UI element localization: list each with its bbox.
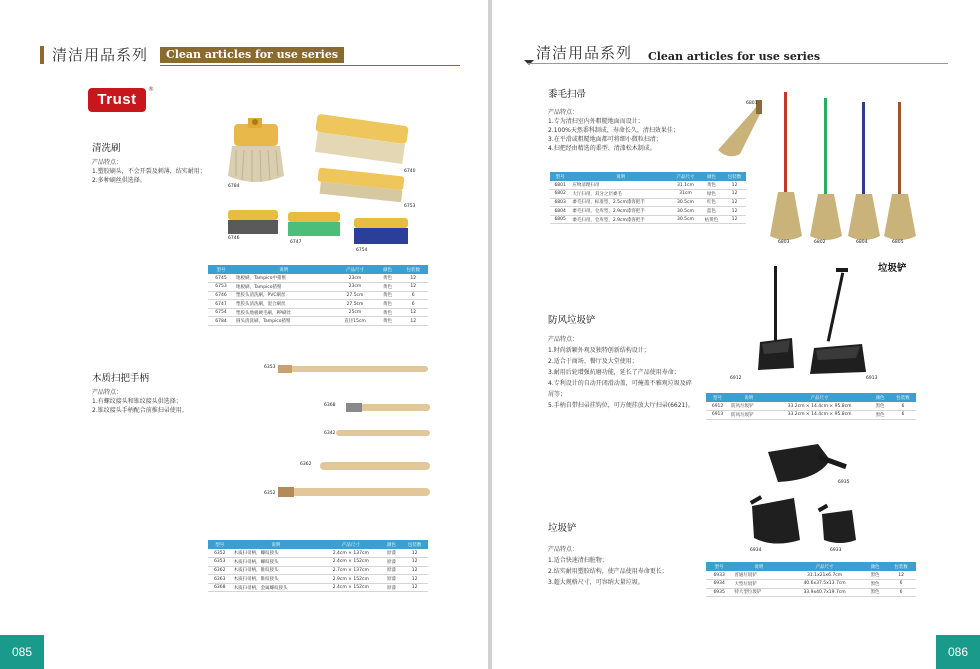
code-label: 6803 [778, 240, 790, 245]
table-cell: 40.6x37.5x13.7cm [785, 580, 864, 589]
column-header: 颜色 [870, 393, 889, 402]
broom-feature-3: 3.在平滑或粗糙地面都可将细小微粒扫清； [548, 136, 662, 143]
table-header-row [706, 393, 916, 402]
table-cell: 黄色 [377, 274, 399, 283]
table-cell: 6754 [208, 308, 234, 317]
lobby-pan-6913-image [810, 268, 866, 374]
table-cell: 6784 [208, 317, 234, 326]
dust-pan-photos [748, 440, 888, 560]
broom-6804-image [848, 102, 880, 240]
lobby-pan-photos [752, 262, 892, 382]
table-cell: 黄色 [377, 291, 399, 300]
table-cell: 地板刷，Tampico中猪鬃 [234, 274, 333, 283]
lobby-pan-feature-4b: 屑等； [548, 391, 567, 398]
round-brush-image [228, 118, 284, 182]
brush-features-label: 产品特点： [92, 159, 123, 166]
table-cell: 6 [886, 580, 916, 589]
header-rule [160, 65, 460, 66]
code-label: 6740 [404, 169, 416, 174]
table-cell: 33.2cm × 14.4cm × 95.8cm [769, 411, 871, 420]
header-rule [528, 63, 948, 64]
column-header: 产品尺寸 [671, 172, 700, 181]
table-cell: 6352 [208, 549, 232, 558]
brush-product-photos [220, 110, 430, 260]
scrub-brush-6754-image [354, 218, 408, 244]
table-cell: 黄色 [377, 300, 399, 309]
header-title-en: Clean articles for use series [648, 50, 821, 63]
column-header: 产品尺寸 [320, 540, 381, 549]
lobby-pan-feature-4: 4.专利设计的自动开闭滑动盖，可掩盖不雅观垃圾及碎 [548, 380, 692, 387]
column-header: 包装数 [890, 393, 916, 402]
table-cell: 防风垃圾铲 [729, 402, 769, 411]
code-label: 6753 [404, 204, 416, 209]
code-label: 6804 [856, 240, 868, 245]
table-header-row [550, 172, 746, 181]
trust-logo: Trust [88, 88, 146, 112]
table-cell: 6935 [706, 588, 732, 597]
table-cell: 直径15cm [333, 317, 376, 326]
column-header: 包装数 [886, 562, 916, 571]
table-cell: 6801 [550, 181, 570, 190]
code-label: 6368 [324, 403, 336, 408]
table-row [208, 291, 428, 300]
column-header: 说明 [732, 562, 785, 571]
lobby-pan-6912-image [758, 266, 794, 370]
lobby-pan-feature-3: 3.耐用后轮增强抗磨功能，延长了产品使用寿命； [548, 369, 680, 376]
table-cell: 6805 [550, 215, 570, 224]
broom-features-label: 产品特点： [548, 109, 579, 116]
dust-pan-6933-image [818, 504, 856, 543]
code-label: 6935 [838, 480, 850, 485]
code-label: 6805 [892, 240, 904, 245]
table-cell: 2.4cm × 137cm [320, 549, 381, 558]
table-row [706, 402, 916, 411]
table-cell: 12 [398, 317, 428, 326]
table-cell: 黄色 [377, 317, 399, 326]
table-cell: 6912 [706, 402, 729, 411]
dust-pan-feature-3: 3.超大规格尺寸，可容纳大量垃圾。 [548, 579, 644, 586]
header-title-en: Clean articles for use series [160, 47, 344, 63]
table-cell: 地板刷，Tampico猪鬃 [234, 283, 333, 292]
column-header: 颜色 [377, 265, 399, 274]
table-header-row [706, 562, 916, 571]
lobby-pan-features [548, 334, 694, 411]
table-cell: 30.5cm [671, 198, 700, 207]
table-cell: 12 [723, 190, 746, 199]
column-header: 型号 [208, 265, 234, 274]
handle-6353-image [278, 365, 428, 373]
dust-pan-6934-image [750, 495, 800, 543]
table-cell: 黑色 [864, 588, 886, 597]
table-cell: 塑胶头清洗刷，混合刷丝 [234, 300, 333, 309]
broom-6802-image [810, 98, 842, 240]
table-row [550, 207, 746, 216]
table-cell: 木质扫帚柄，螺纹接头 [232, 549, 321, 558]
table-cell: 30.5cm [671, 215, 700, 224]
handle-feature-1: 1.有螺纹接头和锥纹接头供选择； [92, 398, 182, 405]
page-number-left: 085 [0, 635, 44, 669]
table-cell: 黑色 [864, 571, 886, 580]
table-row [550, 181, 746, 190]
table-cell: 防风垃圾铲 [729, 411, 769, 420]
table-cell: 27.5cm [333, 300, 376, 309]
broom-feature-4: 4.扫把经由精选的黍型、清漆松木制成。 [548, 145, 656, 152]
table-cell: 塑胶头地板硬毛刷，PP刷丝 [234, 308, 333, 317]
column-header: 颜色 [700, 172, 723, 181]
column-header: 包装数 [723, 172, 746, 181]
scrub-brush-6746-image [228, 210, 278, 234]
lobby-pan-title: 防风垃圾铲 [548, 315, 596, 326]
code-label: 6754 [356, 248, 368, 253]
dust-pan-title: 垃圾铲 [548, 523, 577, 534]
table-cell: 33.9x40.7x19.7cm [785, 588, 864, 597]
table-row [550, 215, 746, 224]
broom-title: 黍毛扫帚 [548, 89, 587, 100]
handle-6352-image [278, 487, 430, 497]
brush-feature-1: 1.塑胶刷头，不会开裂及刺薄，结实耐用； [92, 168, 206, 175]
table-cell: 黍毛扫帚，仓库型，2.9cm漆客把手 [570, 207, 671, 216]
table-cell: 塑胶头清洗刷，PVC刷丝 [234, 291, 333, 300]
table-cell: 6804 [550, 207, 570, 216]
table-cell: 12 [398, 308, 428, 317]
table-row [550, 198, 746, 207]
scrub-brush-6747-image [288, 212, 340, 236]
header-title-cn: 清洁用品系列 [52, 46, 149, 64]
table-header-row [208, 265, 428, 274]
column-header: 产品尺寸 [333, 265, 376, 274]
table-cell: 黑色 [864, 580, 886, 589]
table-cell: 6913 [706, 411, 729, 420]
table-cell: 12 [401, 575, 428, 584]
broom-feature-1: 1.专为清扫室内外粗糙地面而设计； [548, 118, 644, 125]
table-cell: 木质扫帚柄，螺纹接头 [232, 558, 321, 567]
left-page [0, 0, 488, 669]
table-cell: 黄色 [377, 283, 399, 292]
column-header: 包装数 [401, 540, 428, 549]
right-page [492, 0, 980, 669]
table-cell: 12 [723, 207, 746, 216]
table-cell: 黄色 [377, 308, 399, 317]
table-cell: 原漆 [381, 575, 401, 584]
table-cell: 6 [398, 300, 428, 309]
dust-pan-6935-image [768, 444, 847, 482]
table-cell: 6745 [208, 274, 234, 283]
registered-mark: ® [148, 86, 154, 93]
broom-6805-image [884, 102, 916, 240]
table-cell: 原漆 [381, 566, 401, 575]
table-cell: 木质扫帚柄，锥纹接头 [232, 575, 321, 584]
handle-feature-2: 2.锥纹接头手柄配合前推扫帚使用。 [92, 407, 188, 414]
column-header: 颜色 [864, 562, 886, 571]
whisk-broom-6801-image [718, 100, 762, 156]
code-label: 6913 [866, 376, 878, 381]
table-cell: 特大型垃圾铲 [732, 588, 785, 597]
brush-features [92, 158, 206, 185]
dust-pan-features-label: 产品特点： [548, 546, 579, 553]
table-cell: 6 [890, 411, 916, 420]
handle-6362-image [320, 462, 430, 470]
lobby-pan-spec-table [706, 393, 916, 420]
lobby-pan-feature-2: 2.适合于商场、餐厅及大堂使用； [548, 358, 638, 365]
column-header: 型号 [706, 562, 732, 571]
left-page-header [40, 44, 460, 66]
table-cell: 6362 [208, 566, 232, 575]
table-cell: 6 [890, 402, 916, 411]
column-header: 说明 [232, 540, 321, 549]
table-row [208, 283, 428, 292]
table-cell: 原漆 [381, 558, 401, 567]
table-cell: 27.5cm [333, 291, 376, 300]
table-cell: 大型垃圾铲 [732, 580, 785, 589]
table-cell: 2.7cm × 137cm [320, 566, 381, 575]
table-cell: 6753 [208, 283, 234, 292]
table-cell: 25cm [333, 308, 376, 317]
table-cell: 12 [401, 558, 428, 567]
column-header: 型号 [550, 172, 570, 181]
table-row [706, 571, 916, 580]
table-row [706, 580, 916, 589]
table-cell: 12 [401, 566, 428, 575]
table-cell: 木质扫帚柄，锥纹接头 [232, 566, 321, 575]
table-cell: 12 [723, 181, 746, 190]
table-row [208, 558, 428, 567]
handle-spec-table [208, 540, 428, 592]
table-cell: 31.1cm [671, 181, 700, 190]
table-cell: 2.4cm × 152cm [320, 583, 381, 592]
table-cell: 绿色 [700, 190, 723, 199]
brush-feature-2: 2.多种刷丝供选择。 [92, 177, 146, 184]
table-header-row [208, 540, 428, 549]
handle-features-label: 产品特点： [92, 389, 123, 396]
floor-brush-6740-image [315, 114, 409, 164]
table-cell: 12 [886, 571, 916, 580]
table-row [706, 411, 916, 420]
table-cell: 黍毛扫帚，仓库型，2.9cm漆客把手 [570, 215, 671, 224]
table-cell: 黑色 [870, 411, 889, 420]
table-cell: 6933 [706, 571, 732, 580]
dust-pan-spec-table [706, 562, 916, 597]
table-cell: 2.4cm × 152cm [320, 558, 381, 567]
column-header: 说明 [729, 393, 769, 402]
column-header: 说明 [234, 265, 333, 274]
page-number-right: 086 [936, 635, 980, 669]
handle-title: 木质扫把手柄 [92, 373, 150, 384]
code-label: 6352 [264, 491, 276, 496]
column-header: 颜色 [381, 540, 401, 549]
table-cell: 原漆 [381, 583, 401, 592]
table-row [208, 317, 428, 326]
table-cell: 6803 [550, 198, 570, 207]
code-label: 6747 [290, 240, 302, 245]
table-cell: 6353 [208, 558, 232, 567]
header-title-cn: 清洁用品系列 [536, 44, 633, 62]
table-cell: 6747 [208, 300, 234, 309]
dust-pan-feature-2: 2.结实耐用塑胶结构，使产品使用寿命更长； [548, 568, 668, 575]
header-accent-bar [40, 46, 44, 64]
table-row [208, 274, 428, 283]
table-cell: 33.2cm × 14.4cm × 95.8cm [769, 402, 871, 411]
table-row [208, 549, 428, 558]
code-label: 6353 [264, 365, 276, 370]
brush-title: 清洗刷 [92, 143, 121, 154]
table-cell: 黍毛扫帚，标准型，2.5cm漆客把手 [570, 198, 671, 207]
table-cell: 圆头清洗刷，Tampico猪鬃 [234, 317, 333, 326]
table-cell: 6934 [706, 580, 732, 589]
table-cell: 6368 [208, 583, 232, 592]
code-label: 6933 [830, 548, 842, 553]
code-label: 6912 [730, 376, 742, 381]
lobby-pan-features-label: 产品特点： [548, 336, 579, 343]
table-row [208, 566, 428, 575]
table-cell: 6363 [208, 575, 232, 584]
handle-product-photos [276, 360, 432, 510]
table-cell: 23cm [333, 283, 376, 292]
table-cell: 31.1x21x6.7cm [785, 571, 864, 580]
table-row [208, 583, 428, 592]
code-label: 6342 [324, 431, 336, 436]
table-cell: 大厅扫帚，双分之层黍毛 [570, 190, 671, 199]
handle-features [92, 388, 188, 415]
table-cell: 6746 [208, 291, 234, 300]
table-row [208, 308, 428, 317]
dust-pan-feature-1: 1.适合快速清扫脏物； [548, 557, 608, 564]
table-cell: 23cm [333, 274, 376, 283]
table-cell: 12 [398, 274, 428, 283]
table-cell: 12 [401, 549, 428, 558]
code-label: 6802 [814, 240, 826, 245]
code-label: 6746 [228, 236, 240, 241]
table-row [208, 300, 428, 309]
code-label: 6801 [746, 101, 758, 106]
table-cell: 2.9cm × 152cm [320, 575, 381, 584]
column-header: 说明 [570, 172, 671, 181]
table-cell: 12 [723, 215, 746, 224]
dustpan-side-title: 垃圾铲 [878, 263, 907, 274]
dust-pan-features [548, 544, 668, 588]
table-cell: 12 [398, 283, 428, 292]
table-cell: 黑色 [870, 402, 889, 411]
lobby-pan-feature-5: 5.手柄自带扫帚挂钩位，可方便挂放大厅扫帚(6621)。 [548, 402, 694, 409]
table-row [550, 190, 746, 199]
code-label: 6362 [300, 462, 312, 467]
brush-spec-table [208, 265, 428, 326]
table-cell: 蓝色 [700, 207, 723, 216]
table-cell: 6 [886, 588, 916, 597]
right-page-header [528, 42, 948, 66]
table-cell: 红色 [700, 198, 723, 207]
column-header: 型号 [208, 540, 232, 549]
table-row [706, 588, 916, 597]
column-header: 包装数 [398, 265, 428, 274]
table-cell: 木质扫帚柄，金属螺纹接头 [232, 583, 321, 592]
floor-brush-6753-image [318, 168, 405, 203]
column-header: 型号 [706, 393, 729, 402]
table-cell: 枯黄色 [700, 215, 723, 224]
code-label: 6784 [228, 184, 240, 189]
broom-spec-table [550, 172, 746, 224]
table-cell: 30.5cm [671, 207, 700, 216]
table-cell: 6 [398, 291, 428, 300]
broom-feature-2: 2.100%天然黍科制成，寿命长久，清扫效果佳； [548, 127, 679, 134]
table-cell: 应物清理扫帚 [570, 181, 671, 190]
handle-6342-image [336, 430, 430, 436]
table-cell: 31cm [671, 190, 700, 199]
table-cell: 黄色 [700, 181, 723, 190]
table-cell: 原漆 [381, 549, 401, 558]
column-header: 产品尺寸 [769, 393, 871, 402]
code-label: 6934 [750, 548, 762, 553]
table-cell: 6802 [550, 190, 570, 199]
table-cell: 12 [723, 198, 746, 207]
column-header: 产品尺寸 [785, 562, 864, 571]
broom-features [548, 108, 679, 153]
handle-6368-image [346, 403, 430, 412]
lobby-pan-feature-1: 1.时尚新颖外观及独特创新结构设计； [548, 347, 650, 354]
table-cell: 12 [401, 583, 428, 592]
table-cell: 普通垃圾铲 [732, 571, 785, 580]
broom-6803-image [770, 92, 802, 240]
table-row [208, 575, 428, 584]
